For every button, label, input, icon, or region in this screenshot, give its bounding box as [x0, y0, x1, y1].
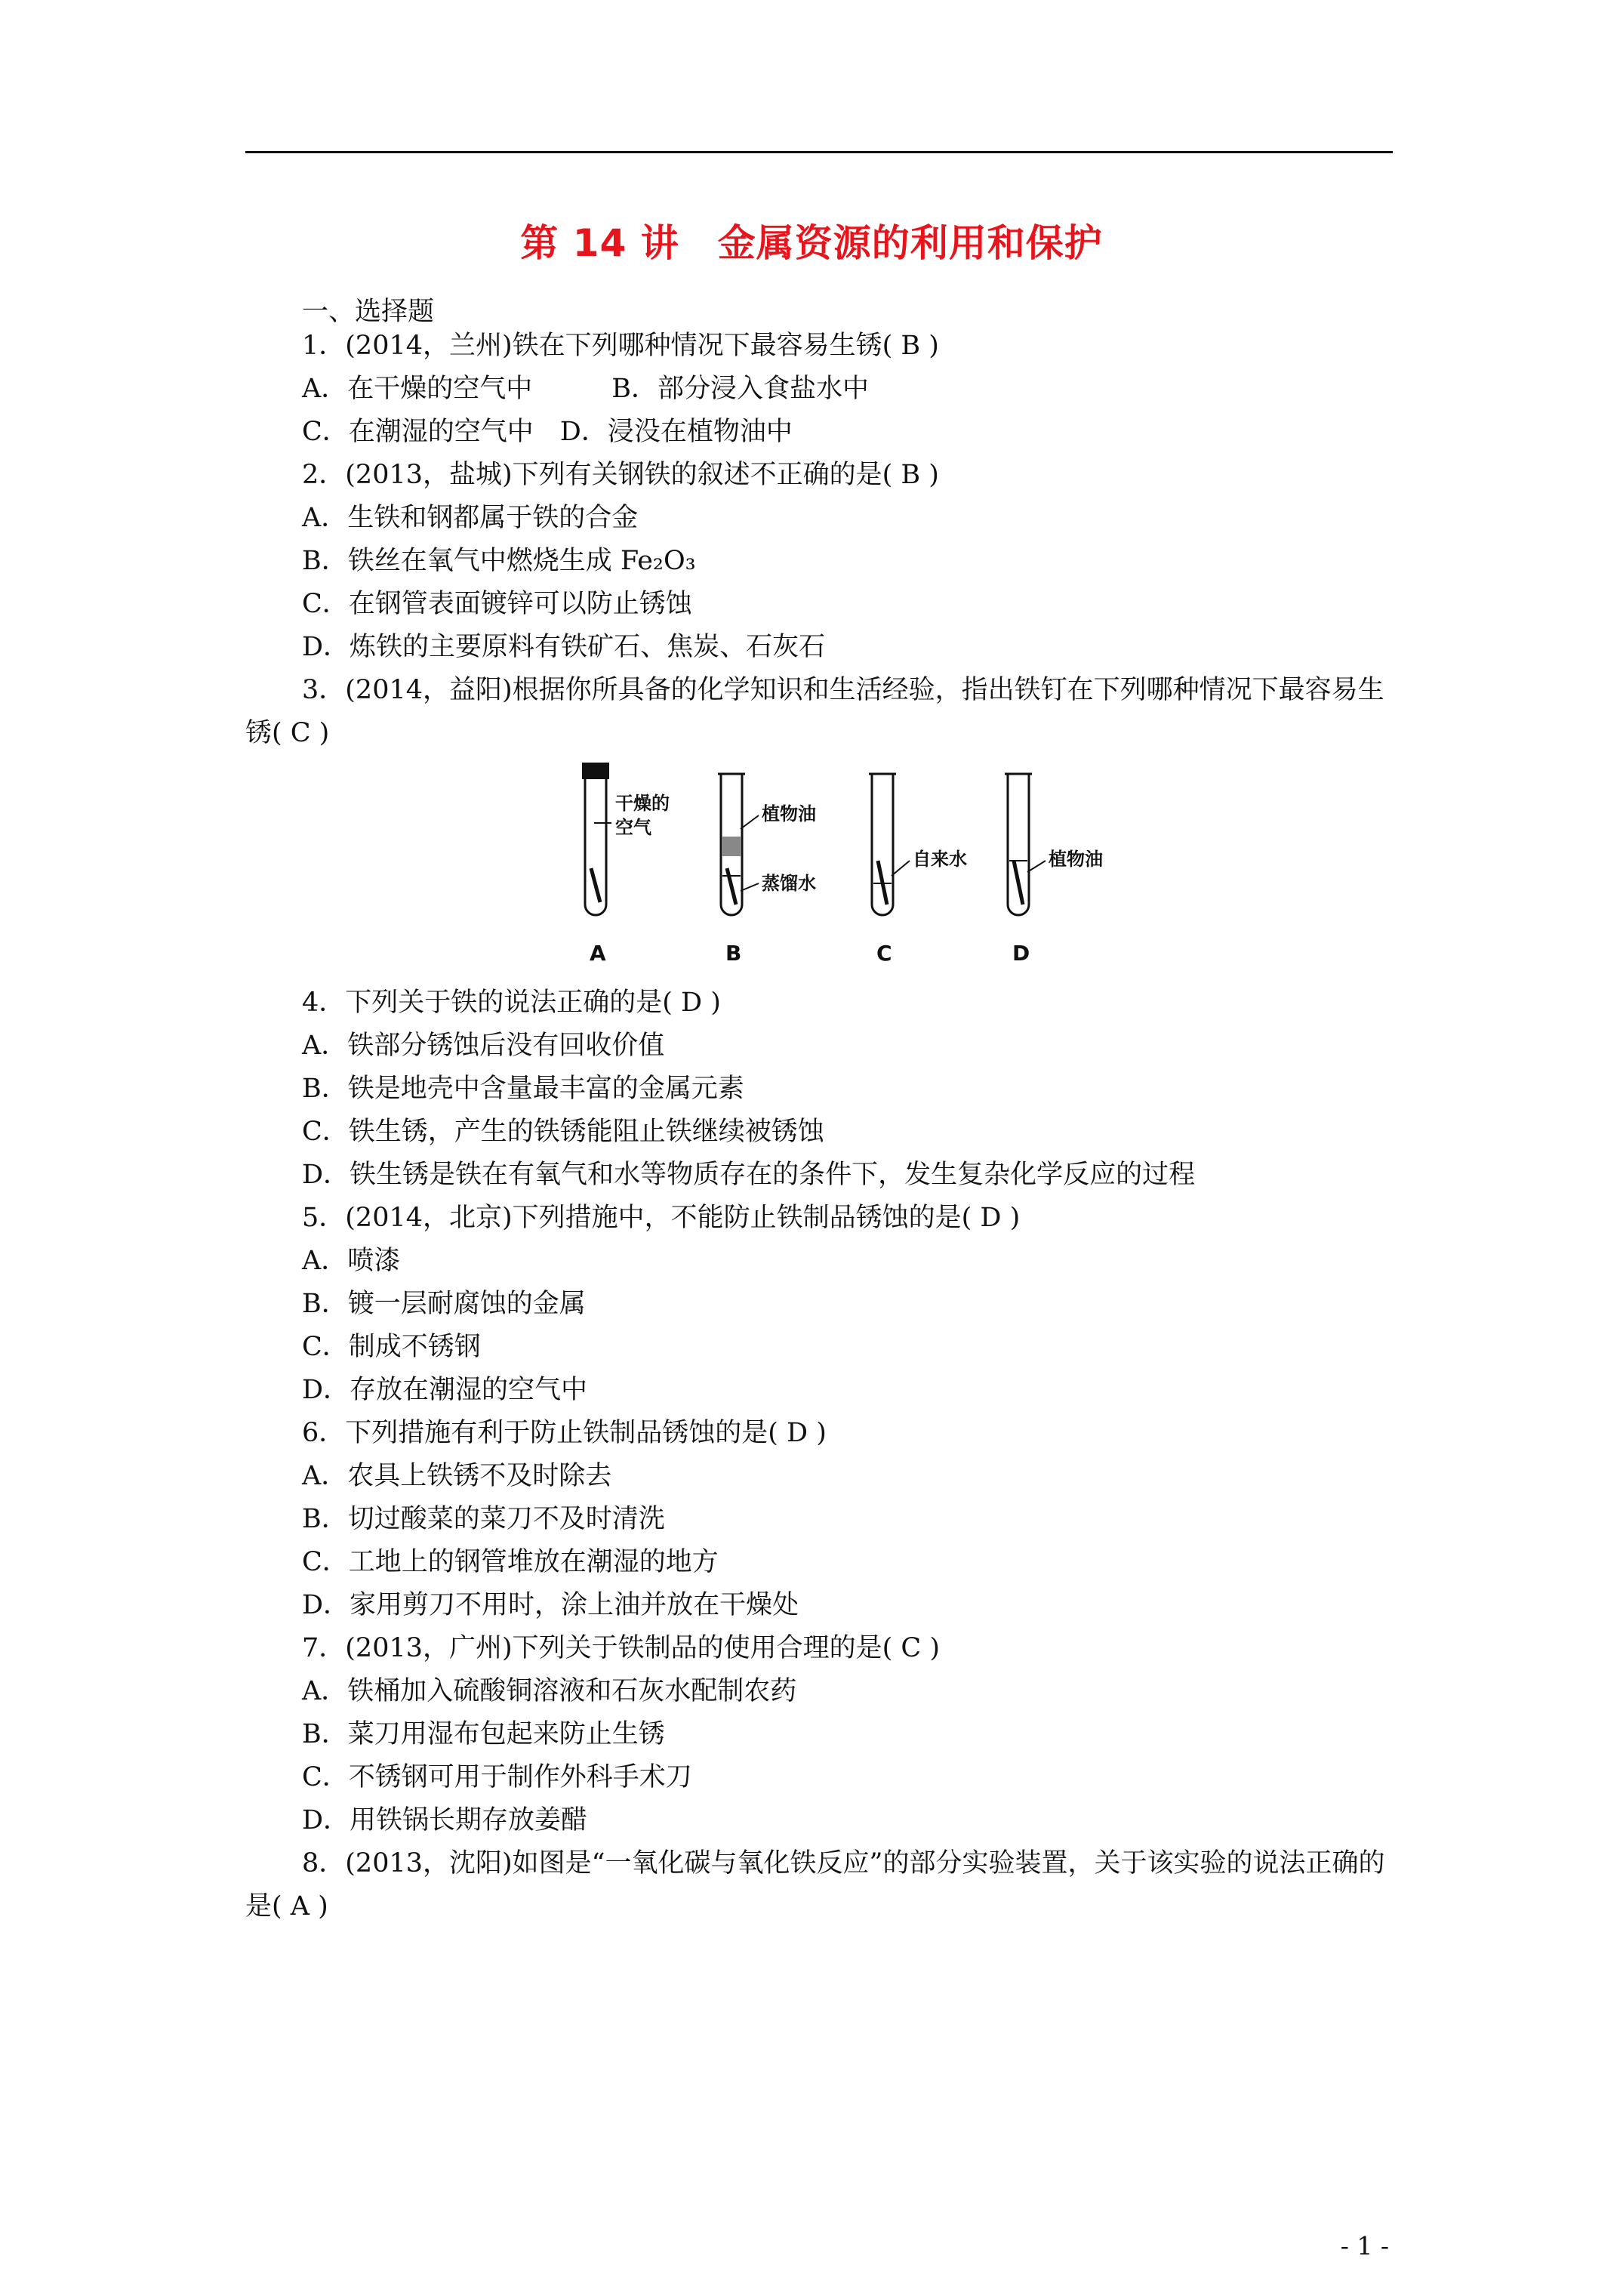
tube-outline [585, 779, 606, 915]
text-line: C．不锈钢可用于制作外科手术刀 [302, 1762, 692, 1792]
page-number: - 1 - [1340, 2231, 1389, 2261]
text-line: 1．(2014，兰州)铁在下列哪种情况下最容易生锈( B ) [302, 331, 939, 361]
text-line: C．在钢管表面镀锌可以防止锈蚀 [302, 589, 692, 619]
text-line: 4．下列关于铁的说法正确的是( D ) [302, 988, 721, 1018]
question-3: 3．(2014，益阳)根据你所具备的化学知识和生活经验，指出铁钉在下列哪种情况下最容易生锈( C ) [245, 675, 1384, 748]
label-b-oil: 植物油 [762, 803, 816, 824]
iron-nail [1014, 861, 1023, 905]
text-line: A．铁部分锈蚀后没有回收价值 [302, 1031, 665, 1061]
label-a1: 干燥的 [615, 793, 670, 814]
text-line: B．切过酸菜的菜刀不及时清洗 [302, 1504, 665, 1534]
text-line: 6．下列措施有利于防止铁制品锈蚀的是( D ) [302, 1418, 827, 1448]
text-line: C．制成不锈钢 [302, 1332, 481, 1362]
text-line: A．农具上铁锈不及时除去 [302, 1461, 612, 1491]
section-heading: 一、选择题 [302, 297, 435, 327]
tube-outline [872, 774, 893, 915]
tube-letter: D [1012, 941, 1030, 966]
tube-b [718, 774, 759, 915]
question-8: 8．(2013，沈阳)如图是“一氧化碳与氧化铁反应”的部分实验装置，关于该实验的说法正确的是( A ) [245, 1848, 1385, 1922]
tube-letter: C [876, 941, 892, 966]
text-line: 2．(2013，盐城)下列有关钢铁的叙述不正确的是( B ) [302, 460, 939, 490]
oil-layer [722, 837, 741, 856]
text-line: A．铁桶加入硫酸铜溶液和石灰水配制农药 [302, 1676, 797, 1706]
text-line: D．炼铁的主要原料有铁矿石、焦炭、石灰石 [302, 632, 826, 662]
test-tubes-diagram [245, 755, 1393, 982]
text-line: A．生铁和钢都属于铁的合金 [302, 503, 639, 533]
label-d: 植物油 [1049, 849, 1103, 870]
tube-letter: B [725, 941, 742, 966]
leader-line [1027, 861, 1046, 872]
text-line: C．工地上的钢管堆放在潮湿的地方 [302, 1547, 719, 1577]
text-line: C．铁生锈，产生的铁锈能阻止铁继续被锈蚀 [302, 1117, 824, 1147]
text-line: B．镀一层耐腐蚀的金属 [302, 1289, 586, 1319]
tube-a [582, 763, 611, 915]
text-line: C．在潮湿的空气中 D．浸没在植物油中 [302, 417, 793, 447]
text-line: 7．(2013，广州)下列关于铁制品的使用合理的是( C ) [302, 1633, 940, 1663]
text-line: B．铁丝在氧气中燃烧生成 Fe₂O₃ [302, 546, 696, 576]
text-line: 5．(2014，北京)下列措施中，不能防止铁制品锈蚀的是( D ) [302, 1203, 1021, 1233]
iron-nail [591, 868, 600, 902]
label-a2: 空气 [615, 817, 651, 838]
text-line: D．用铁锅长期存放姜醋 [302, 1805, 588, 1835]
content [245, 325, 1393, 1928]
page-title: 第 14 讲 金属资源的利用和保护 [520, 221, 1103, 265]
text-line: D．家用剪刀不用时，涂上油并放在干燥处 [302, 1590, 799, 1620]
tube-d [1005, 774, 1046, 915]
top-rule [245, 151, 1393, 153]
text-line: B．铁是地壳中含量最丰富的金属元素 [302, 1074, 744, 1104]
text-line: A．在干燥的空气中 B．部分浸入食盐水中 [302, 374, 869, 404]
leader-line [741, 883, 759, 891]
text-line: D．铁生锈是铁在有氧气和水等物质存在的条件下，发生复杂化学反应的过程 [302, 1160, 1196, 1190]
iron-nail [727, 868, 736, 905]
stopper [582, 763, 609, 779]
test-tube-figure [245, 755, 1393, 982]
text-line: D．存放在潮湿的空气中 [302, 1375, 588, 1405]
tube-outline [1008, 774, 1029, 915]
text-line: A．喷漆 [302, 1246, 401, 1276]
label-c: 自来水 [913, 849, 967, 870]
text-line: B．菜刀用湿布包起来防止生锈 [302, 1719, 665, 1749]
label-b-water: 蒸馏水 [762, 873, 816, 894]
leader-line [892, 861, 910, 876]
tube-letter: A [590, 941, 606, 966]
tube-c [869, 774, 910, 915]
leader-line [741, 815, 759, 829]
